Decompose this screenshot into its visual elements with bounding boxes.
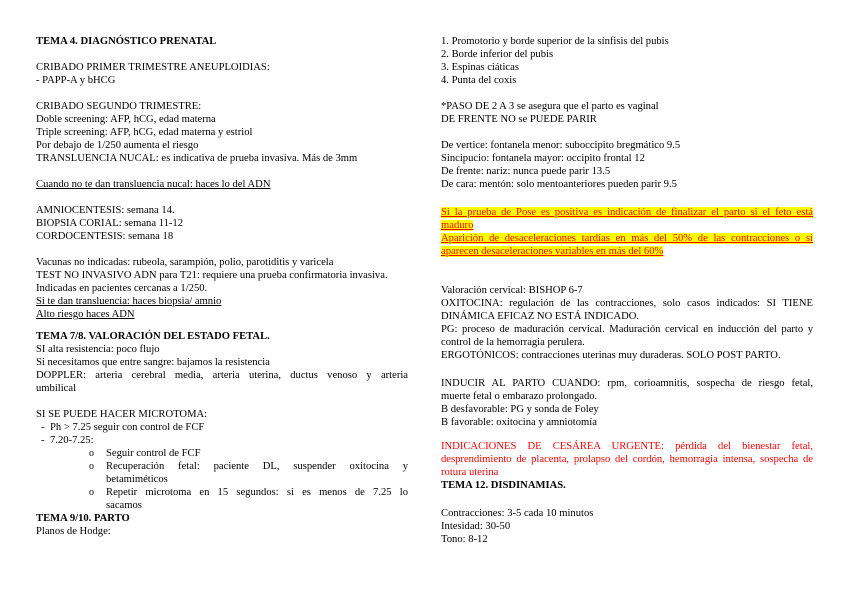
cesarea-line-2: desprendimiento de placenta, prolapso del cordón, hemorragia intensa, sospecha de: [441, 454, 813, 465]
tema910-heading: TEMA 9/10. PARTO: [36, 513, 130, 524]
sub-item-3: o Repetir microtoma en 15 segundos: si es menos de 7.25 lo: [36, 486, 408, 499]
inducir-line-1: INDUCIR AL PARTO CUANDO: rpm, corioamnitis, sospecha de riesgo fetal,: [441, 378, 813, 389]
left-column: [36, 35, 408, 538]
sub-item-1: o Seguir control de FCF: [36, 447, 408, 460]
planos-hodge: Planos de Hodge:: [36, 526, 111, 537]
bishop: Valoración cervical: BISHOP 6-7: [441, 285, 583, 296]
presentacion-vertice: De vertice: fontanela menor: suboccipito bregmático 9.5: [441, 140, 681, 151]
desaceleraciones-line-2: aparecen desaceleraciones variables en más del 60%: [441, 246, 664, 257]
con-nucal-note: Si te dan transluencia: haces biopsia/ amnio: [36, 296, 222, 307]
alto-riesgo-note: Alto riesgo haces ADN: [36, 309, 135, 320]
contracciones: Contracciones: 3-5 cada 10 minutos: [441, 508, 594, 519]
bishop-desfavorable: B desfavorable: PG y sonda de Foley: [441, 404, 599, 415]
frente-no-parir: DE FRENTE NO se PUEDE PARIR: [441, 114, 597, 125]
sub-item-2: o Recuperación fetal: paciente DL, suspender oxitocina y: [36, 460, 408, 473]
ph-item-1: - Ph > 7.25 seguir con control de FCF: [36, 421, 408, 434]
pg-line-2: control de la hemorragia perulera.: [441, 337, 585, 348]
presentacion-cara: De cara: mentón: solo mentoanteriores pueden parir 9.5: [441, 179, 677, 190]
sin-nucal-note: Cuando no te dan transluencia nucal: haces lo del ADN: [36, 179, 271, 190]
test-adn: TEST NO INVASIVO ADN para T21: requiere una prueba confirmatoria invasiva.: [36, 270, 388, 281]
doble-screening: Doble screening: AFP, hCG, edad materna: [36, 114, 216, 125]
bajar-resistencia: Si necesitamos que entre sangre: bajamos la resistencia: [36, 357, 270, 368]
intensidad: Intesidad: 30-50: [441, 521, 511, 532]
sub-item-2-cont: betamiméticos: [106, 474, 168, 485]
alta-resistencia: SI alta resistencia: poco flujo: [36, 344, 160, 355]
cesarea-line-3: rotura uterina: [441, 467, 499, 478]
tono: Tono: 8-12: [441, 534, 488, 545]
paso-note: *PASO DE 2 A 3 se asegura que el parto es vaginal: [441, 101, 659, 112]
pose-line-2: maduro: [441, 220, 474, 231]
cribado-primer-heading: CRIBADO PRIMER TRIMESTRE ANEUPLOIDIAS:: [36, 62, 270, 73]
triple-screening: Triple screening: AFP, hCG, edad materna y estriol: [36, 127, 253, 138]
tema12-heading: TEMA 12. DISDINAMIAS.: [441, 480, 566, 491]
cesarea-line-1: INDICACIONES DE CESÁREA URGENTE: pérdida del bienestar fetal,: [441, 441, 813, 452]
oxitocina-line-2: DINÁMICA EFICAZ NO ESTÁ INDICADO.: [441, 311, 640, 322]
tema78-heading: TEMA 7/8. VALORACIÓN DEL ESTADO FETAL.: [36, 331, 270, 342]
vacunas-note: Vacunas no indicadas: rubeola, sarampión, polio, parotiditis y varicela: [36, 257, 334, 268]
pose-line-1: Si la prueba de Pose es positiva es indicación de finalizar el parto si el feto está: [441, 207, 813, 218]
doppler-line-1: DOPPLER: arteria cerebral media, arteria uterina, ductus venoso y arteria: [36, 370, 408, 381]
hodge-plane-2: 2. Borde inferior del pubis: [441, 49, 554, 60]
indicadas-note: Indicadas en pacientes cercanas a 1/250.: [36, 283, 208, 294]
hodge-plane-4: 4. Punta del coxis: [441, 75, 517, 86]
cribado-segundo-heading: CRIBADO SEGUNDO TRIMESTRE:: [36, 101, 202, 112]
translucencia-nucal: TRANSLUENCIA NUCAL: es indicativa de prueba invasiva. Más de 3mm: [36, 153, 358, 164]
presentacion-frente: De frente: nariz: nunca puede parir 13.5: [441, 166, 611, 177]
ph-item-2: - 7.20-7.25:: [36, 434, 408, 447]
riesgo-note: Por debajo de 1/250 aumenta el riesgo: [36, 140, 199, 151]
right-column: [441, 35, 813, 546]
desaceleraciones-line-1: Aparición de desaceleraciones tardías en más del 50% de las contracciones o si: [441, 233, 813, 244]
oxitocina-line-1: OXITOCINA: regulación de las contracciones, solo casos indicados: SI TIENE: [441, 298, 813, 309]
inducir-line-2: muerte fetal o embarazo prolongado.: [441, 391, 598, 402]
ergotonicos: ERGOTÓNICOS: contracciones uterinas muy duraderas. SOLO POST PARTO.: [441, 350, 781, 361]
sub-item-3-cont: sacamos: [106, 500, 142, 511]
biopsia-corial: BIOPSIA CORIAL: semana 11-12: [36, 218, 184, 229]
bishop-favorable: B favorable: oxitocina y amniotomía: [441, 417, 597, 428]
hodge-plane-3: 3. Espinas ciáticas: [441, 62, 519, 73]
pg-line-1: PG: proceso de maduración cervical. Maduración cervical en inducción del parto y: [441, 324, 813, 335]
hodge-plane-1: 1. Promotorio y borde superior de la sínfisis del pubis: [441, 36, 669, 47]
presentacion-sincipucio: Sincipucio: fontanela mayor: occipito frontal 12: [441, 153, 645, 164]
cribado-primer-item: - PAPP-A y bHCG: [36, 75, 116, 86]
microtoma-heading: SI SE PUEDE HACER MICROTOMA:: [36, 409, 208, 420]
tema4-heading: TEMA 4. DIAGNÓSTICO PRENATAL: [36, 36, 217, 47]
amniocentesis: AMNIOCENTESIS: semana 14.: [36, 205, 175, 216]
doppler-line-2: umbilical: [36, 383, 77, 394]
cordocentesis: CORDOCENTESIS: semana 18: [36, 231, 174, 242]
